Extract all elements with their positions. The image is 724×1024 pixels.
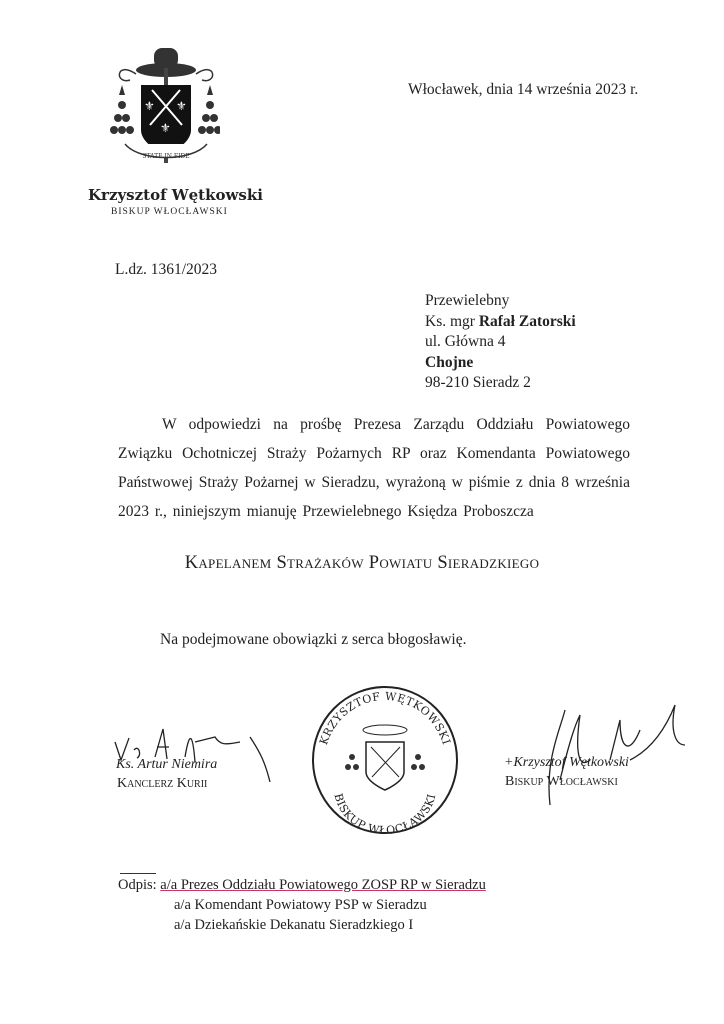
body-paragraph: W odpowiedzi na prośbę Prezesa Zarządu Oddziału Powiatowego Związku Ochotniczej Straży Pożarnych RP oraz Komendanta Powiatowego Państwowej Straży Pożarnej w Sieradzu, wyrażoną w piśmie z dnia 8 września 2023 r., niniejszym mianuję Przewielebnego Księdza Proboszcza (118, 416, 630, 520)
left-signature (110, 722, 280, 782)
recipient-address (425, 291, 576, 394)
svg-text:KRZYSZTOF WĘTKOWSKI (317, 690, 453, 747)
fleur-de-lis-icon: ⚜ (160, 121, 171, 135)
fleur-de-lis-icon: ⚜ (144, 99, 155, 113)
bishop-title: Biskup Włocławski (505, 774, 618, 789)
official-seal (308, 682, 463, 837)
chancellor-title: Kanclerz Kurii (117, 776, 208, 791)
salutation: Przewielebny (425, 292, 510, 309)
letter-date: Włocławek, dnia 14 września 2023 r. (408, 81, 639, 98)
postal-code: 98-210 Sieradz 2 (425, 374, 531, 391)
sender-title: BISKUP WŁOCŁAWSKI (111, 207, 228, 217)
motto: STATE IN FIDE (142, 153, 190, 160)
fleur-de-lis-icon: ⚜ (176, 99, 187, 113)
name-prefix: Ks. mgr (425, 312, 479, 330)
divider (120, 873, 156, 874)
svg-text:BISKUP WŁOCŁAWSKI (331, 792, 438, 837)
chancellor-name: Ks. Artur Niemira (116, 757, 218, 772)
copy-item: a/a Prezes Oddziału Powiatowego ZOSP RP w Sieradzu (160, 877, 486, 893)
copy-item: a/a Komendant Powiatowy PSP w Sieradzu (174, 897, 427, 913)
copies-label: Odpis: (118, 877, 157, 893)
seal-top-text: KRZYSZTOF WĘTKOWSKI (317, 689, 453, 747)
reference-number: L.dz. 1361/2023 (115, 261, 218, 278)
town: Chojne (425, 353, 474, 371)
copy-item: a/a Dziekańskie Dekanatu Sieradzkiego I (174, 917, 414, 933)
appointment-heading: Kapelanem Strażaków Powiatu Sieradzkiego (184, 553, 540, 573)
seal-bottom-text: BISKUP WŁOCŁAWSKI (331, 792, 439, 837)
sender-name: Krzysztof Wętkowski (88, 186, 263, 204)
copies-list (118, 875, 486, 935)
coat-of-arms-logo (110, 40, 220, 170)
blessing-text: Na podejmowane obowiązki z serca błogosławię. (160, 631, 467, 648)
bishop-name: +Krzysztof Wętkowski (504, 755, 629, 770)
recipient-name: Rafał Zatorski (478, 312, 576, 330)
street: ul. Główna 4 (425, 333, 506, 350)
